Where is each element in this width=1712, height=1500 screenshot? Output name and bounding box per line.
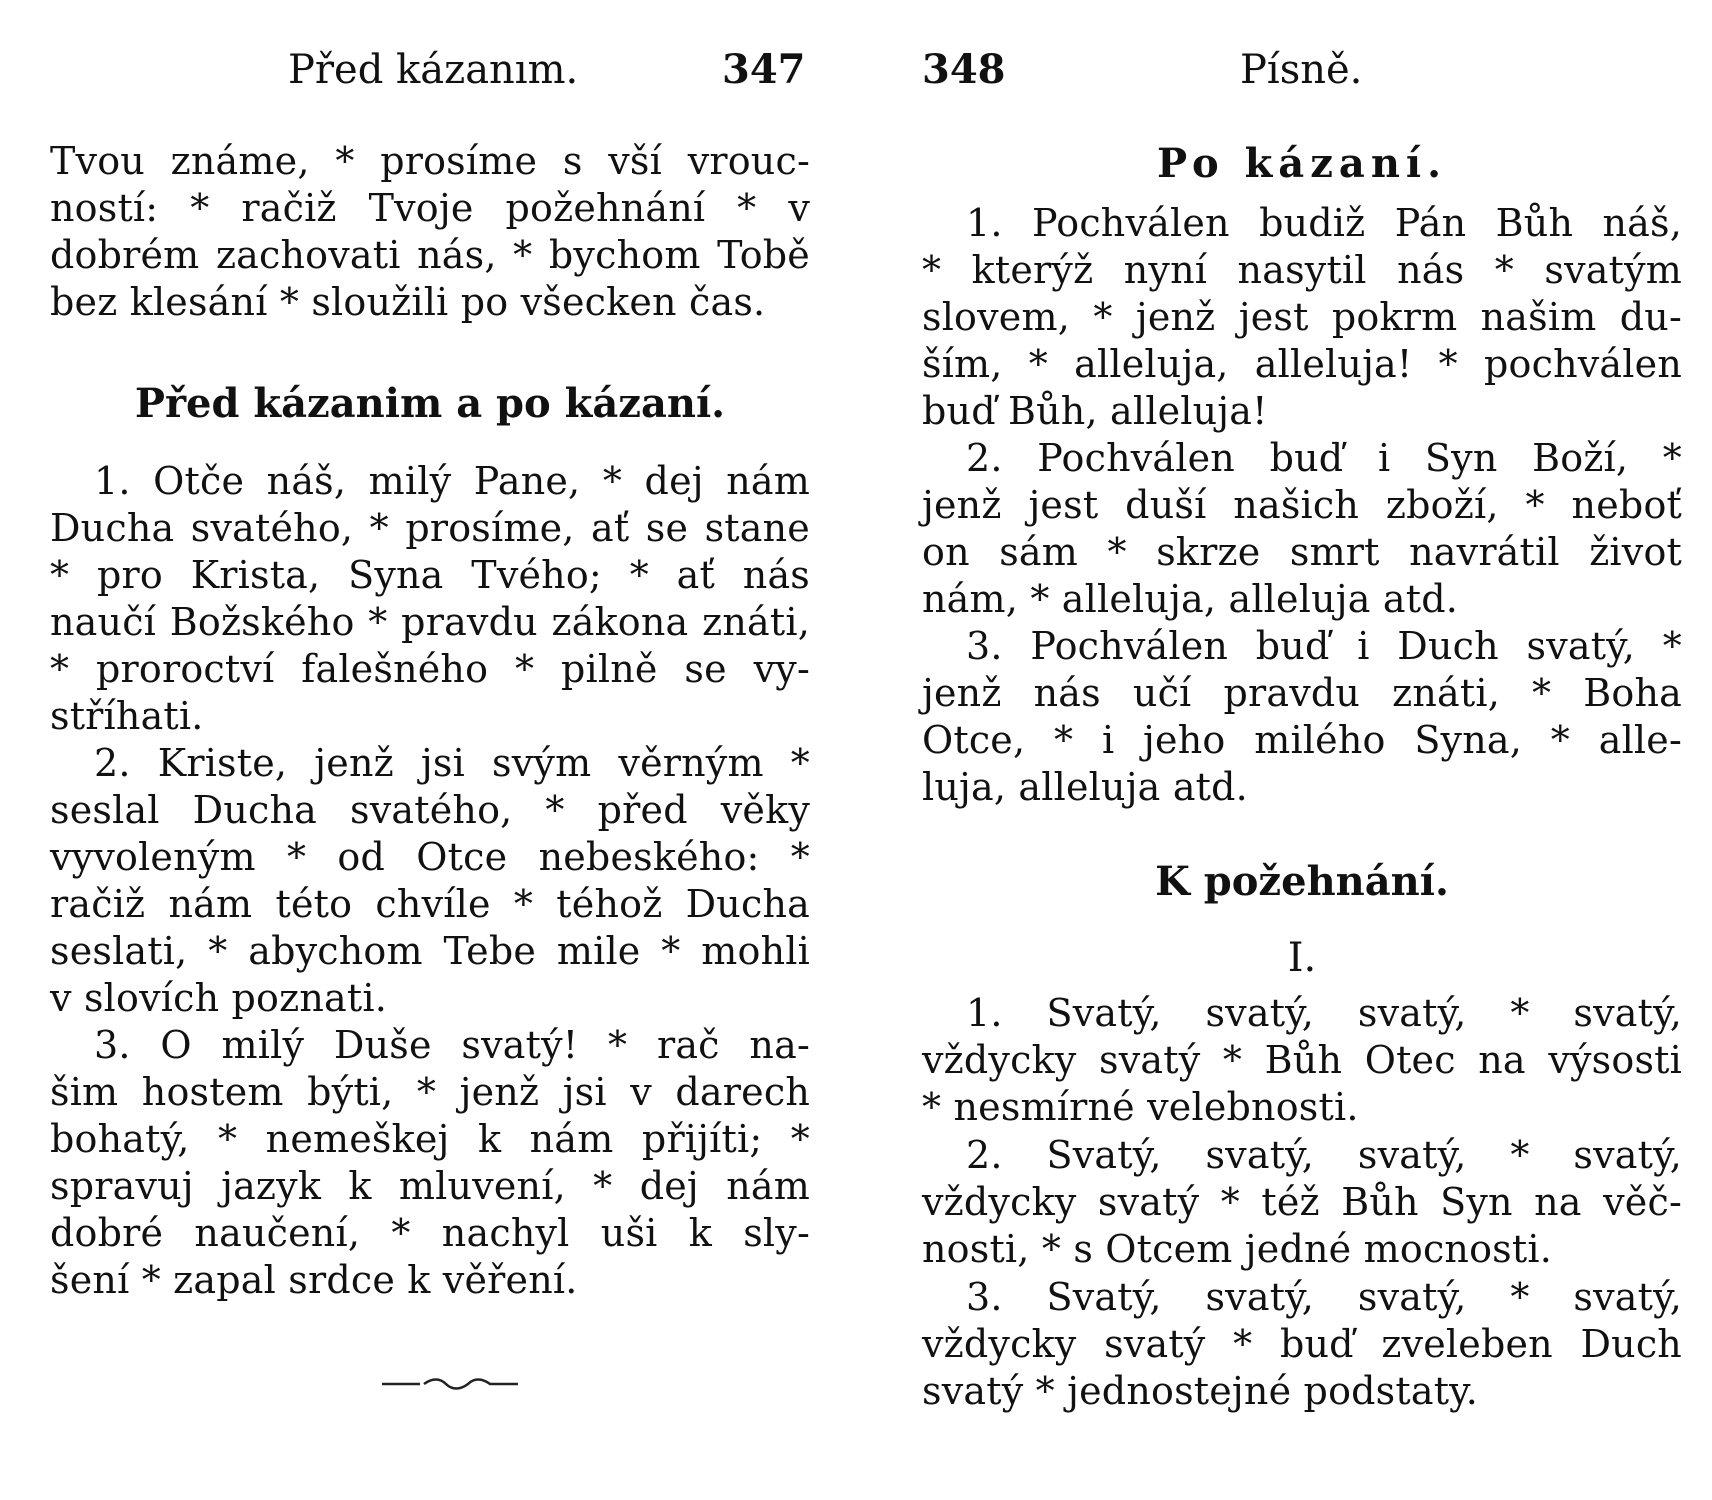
text-line: * proroctví falešného * pilně se vy- <box>50 647 810 691</box>
verse-3 <box>50 1022 810 1304</box>
text-line: 2. Svatý, svatý, svatý, * svatý, <box>966 1133 1682 1177</box>
section-heading-k-pozehnani: K požehnání. <box>1155 858 1449 905</box>
left-page <box>50 0 810 1500</box>
text-line: dobré naučení, * nachyl uši k sly- <box>50 1211 810 1255</box>
text-line: Ducha svatého, * prosíme, ať se stane <box>50 506 810 550</box>
text-line: 1. Otče náš, milý Pane, * dej nám <box>94 459 810 503</box>
text-line: bohatý, * nemeškej k nám přijíti; * <box>50 1117 810 1161</box>
text-line: buď Bůh, alleluja! <box>922 389 1268 433</box>
text-line: Otce, * i jeho milého Syna, * alle- <box>922 718 1682 762</box>
text-line: 3. Pochválen buď i Duch svatý, * <box>966 624 1682 668</box>
text-line: 2. Kriste, jenž jsi svým věrným * <box>94 741 810 785</box>
text-line: * kterýž nyní nasytil nás * svatým <box>922 248 1682 292</box>
text-line: šení * zapal srdce k věření. <box>50 1258 578 1302</box>
text-line: naučí Božského * pravdu zákona znáti, <box>50 600 810 644</box>
text-line: svatý * jednostejné podstaty. <box>922 1369 1479 1413</box>
po-kazani-verse-3 <box>922 623 1682 811</box>
text-line: stříhati. <box>50 694 204 738</box>
section-heading-pred-kazanim: Před kázanim a po kázaní. <box>134 380 726 427</box>
po-kazani-verse-2 <box>922 435 1682 623</box>
text-line: jenž nás učí pravdu znáti, * Boha <box>922 671 1682 715</box>
text-line: vždycky svatý * Bůh Otec na výsosti <box>922 1038 1682 1082</box>
text-line: 2. Pochválen buď i Syn Boží, * <box>966 436 1682 480</box>
k-pozehnani-verse-2 <box>922 1132 1682 1273</box>
text-line: Tvou známe, * prosíme s vší vrouc- <box>50 139 810 183</box>
text-line: ností: * račiž Tvoje požehnání * v <box>50 186 810 230</box>
k-pozehnani-verse-1 <box>922 990 1682 1131</box>
text-line: * pro Krista, Syna Tvého; * ať nás <box>50 553 810 597</box>
text-line: nosti, * s Otcem jedné mocnosti. <box>922 1227 1552 1271</box>
left-running-header: Před kázanım. <box>288 47 579 93</box>
text-line: seslati, * abychom Tebe mile * mohli <box>50 929 810 973</box>
text-line: 1. Pochválen budiž Pán Bůh náš, <box>966 201 1682 245</box>
intro-stanza <box>50 138 810 326</box>
section-heading-po-kazani: Po kázaní. <box>1156 140 1448 187</box>
text-line: 3. Svatý, svatý, svatý, * svatý, <box>966 1275 1682 1319</box>
text-line: vždycky svatý * též Bůh Syn na věč- <box>922 1180 1682 1224</box>
text-line: ším, * alleluja, alleluja! * pochválen <box>922 342 1682 386</box>
text-line: vyvoleným * od Otce nebeského: * <box>50 835 810 879</box>
text-line: on sám * skrze smrt navrátil život <box>922 530 1682 574</box>
end-ornament-icon <box>380 1376 520 1390</box>
text-line: * nesmírné velebnosti. <box>922 1085 1359 1129</box>
left-page-number: 347 <box>722 46 806 93</box>
text-line: luja, alleluja atd. <box>922 765 1248 809</box>
text-line: nám, * alleluja, alleluja atd. <box>922 577 1458 621</box>
verse-2 <box>50 740 810 1022</box>
text-line: vždycky svatý * buď zveleben Duch <box>922 1322 1682 1366</box>
text-line: spravuj jazyk k mluvení, * dej nám <box>50 1164 810 1208</box>
text-line: dobrém zachovati nás, * bychom Tobě <box>50 233 810 277</box>
po-kazani-verse-1 <box>922 200 1682 435</box>
text-line: 3. O milý Duše svatý! * rač na- <box>94 1023 810 1067</box>
text-line: bez klesání * sloužili po všecken čas. <box>50 280 766 324</box>
text-line: slovem, * jenž jest pokrm našim du- <box>922 295 1682 339</box>
verse-1 <box>50 458 810 740</box>
right-running-header: Písně. <box>1240 47 1363 93</box>
text-line: seslal Ducha svatého, * před věky <box>50 788 810 832</box>
k-pozehnani-verse-3 <box>922 1274 1682 1415</box>
right-page <box>922 0 1682 1500</box>
right-page-number: 348 <box>922 46 1006 93</box>
text-line: račiž nám této chvíle * téhož Ducha <box>50 882 810 926</box>
text-line: 1. Svatý, svatý, svatý, * svatý, <box>966 991 1682 1035</box>
text-line: v slovích poznati. <box>50 976 387 1020</box>
text-line: šim hostem býti, * jenž jsi v darech <box>50 1070 810 1114</box>
text-line: jenž jest duší našich zboží, * neboť <box>922 483 1682 527</box>
section-numeral: I. <box>1287 935 1317 981</box>
